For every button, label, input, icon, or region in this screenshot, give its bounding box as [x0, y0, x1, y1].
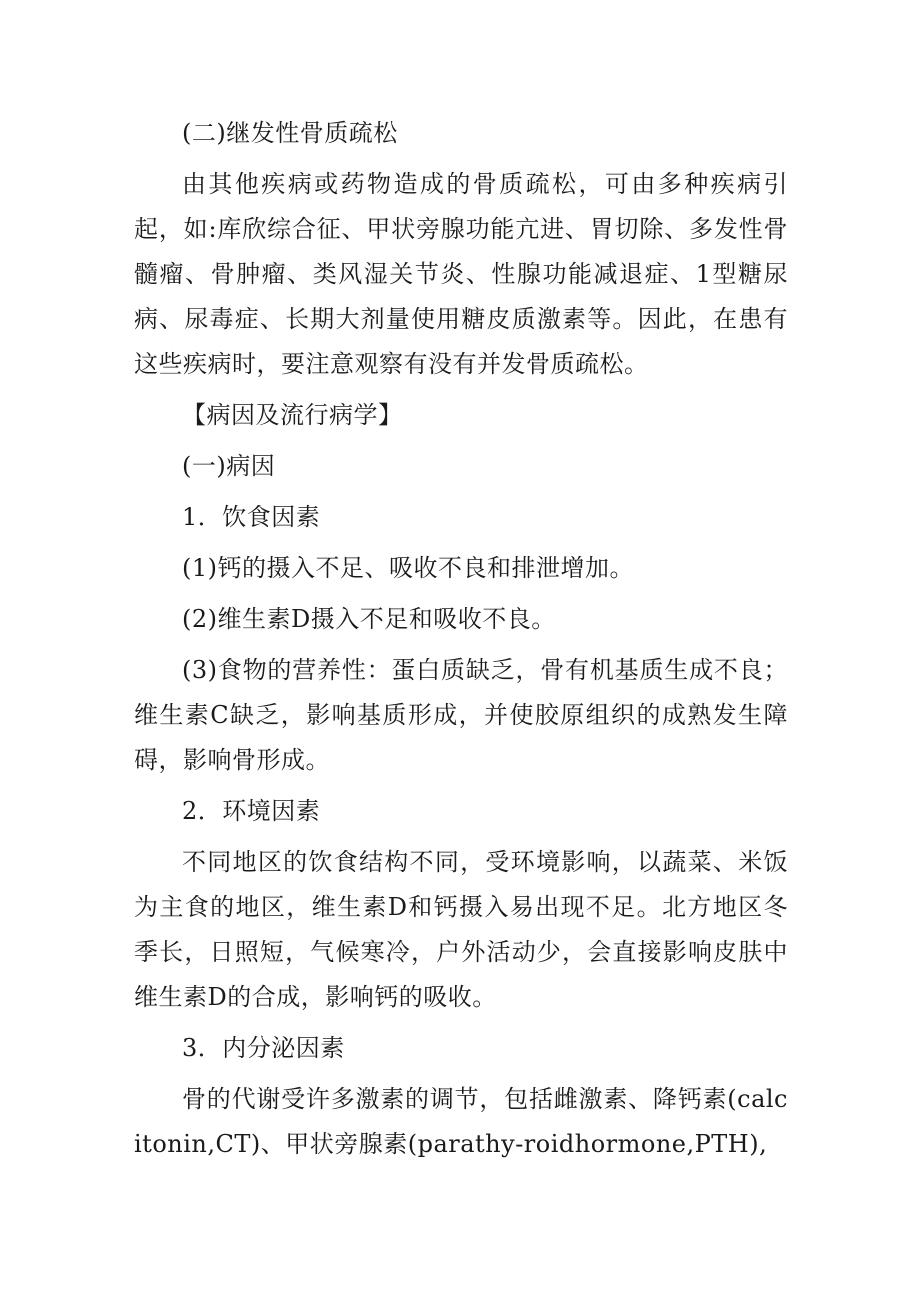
- paragraph-secondary-osteoporosis: 由其他疾病或药物造成的骨质疏松，可由多种疾病引起，如:库欣综合征、甲状旁腺功能亢进、胃切除、多发性骨髓瘤、骨肿瘤、类风湿关节炎、性腺功能减退症、1型糖尿病、尿毒症、长期大剂量使用糖皮质激素等。因此，在患有这些疾病时，要注意观察有没有并发骨质疏松。: [134, 170, 788, 378]
- subheading-etiology: (一)病因: [182, 452, 276, 480]
- factor-diet-item-calcium: (1)钙的摄入不足、吸收不良和排泄增加。: [182, 554, 634, 582]
- factor-endocrine-title: 3．内分泌因素: [182, 1034, 345, 1062]
- document-body: [134, 111, 788, 1173]
- section-title-etiology-epidemiology: 【病因及流行病学】: [182, 401, 403, 429]
- factor-diet-item-nutrition: (3)食物的营养性：蛋白质缺乏，骨有机基质生成不良；维生素C缺乏，影响基质形成，并使胶原组织的成熟发生障碍，影响骨形成。: [134, 656, 788, 774]
- factor-environment-title: 2．环境因素: [182, 797, 321, 825]
- factor-diet-item-vitamin-d: (2)维生素D摄入不足和吸收不良。: [182, 605, 556, 633]
- factor-environment-paragraph: 不同地区的饮食结构不同，受环境影响，以蔬菜、米饭为主食的地区，维生素D和钙摄入易出现不足。北方地区冬季长，日照短，气候寒冷，户外活动少，会直接影响皮肤中维生素D的合成，影响钙的吸收。: [134, 848, 788, 1011]
- factor-endocrine-paragraph: 骨的代谢受许多激素的调节，包括雌激素、降钙素(calcitonin,CT)、甲状旁腺素(parathy-roidhormone,PTH),: [134, 1085, 788, 1158]
- factor-diet-title: 1．饮食因素: [182, 503, 321, 531]
- section-heading-secondary-osteoporosis: (二)继发性骨质疏松: [182, 119, 398, 147]
